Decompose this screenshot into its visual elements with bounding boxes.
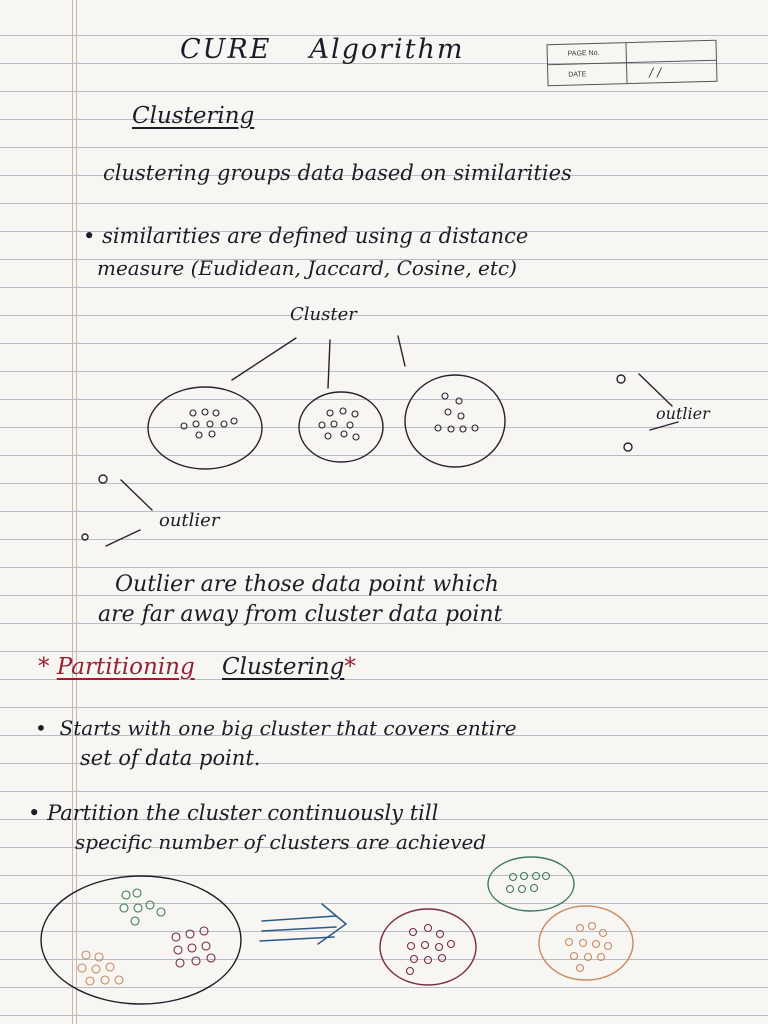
data-point	[571, 953, 578, 960]
outlier-point	[99, 475, 107, 483]
data-point	[442, 393, 448, 399]
data-point	[200, 927, 208, 935]
bullet-2-line-1-text: Partition the cluster continuously till	[47, 801, 439, 825]
data-point	[410, 929, 417, 936]
data-point	[172, 933, 180, 941]
data-point	[95, 953, 103, 961]
star-left: *	[38, 654, 50, 680]
data-point	[341, 431, 347, 437]
data-point	[435, 425, 441, 431]
data-point	[78, 964, 86, 972]
data-point	[176, 959, 184, 967]
pointer-line	[232, 338, 296, 380]
data-point	[605, 943, 612, 950]
data-point	[448, 941, 455, 948]
outlier-label-right: outlier	[656, 404, 710, 423]
data-point	[120, 904, 128, 912]
data-point	[319, 422, 325, 428]
cluster-diagram	[82, 336, 678, 546]
bullet-1-line-1: • Starts with one big cluster that covers entire	[35, 716, 517, 740]
pointer-line	[328, 340, 330, 388]
data-point	[566, 939, 573, 946]
data-point	[174, 946, 182, 954]
data-point	[202, 942, 210, 950]
clustering-heading: Clustering	[132, 103, 255, 129]
data-point	[598, 954, 605, 961]
data-point	[181, 423, 187, 429]
pointer-line	[121, 480, 152, 510]
clustering-word: Clustering	[222, 654, 345, 680]
data-point	[347, 422, 353, 428]
data-point	[507, 886, 514, 893]
data-point	[436, 944, 443, 951]
data-point	[510, 874, 517, 881]
data-point	[213, 410, 219, 416]
data-point	[188, 944, 196, 952]
data-point	[86, 977, 94, 985]
data-point	[186, 930, 194, 938]
partitioning-word: Partitioning	[56, 654, 195, 680]
cluster-circle	[405, 375, 505, 467]
data-point	[353, 434, 359, 440]
bullet-2-line-2: specific number of clusters are achieved	[75, 830, 487, 854]
data-point	[157, 908, 165, 916]
data-point	[122, 891, 130, 899]
data-point	[519, 886, 526, 893]
data-point	[472, 425, 478, 431]
data-point	[331, 421, 337, 427]
title-word-1: CURE	[180, 34, 272, 65]
data-point	[92, 965, 100, 973]
bullet-2-line-1: • Partition the cluster continuously till	[28, 801, 439, 825]
data-point	[146, 901, 154, 909]
data-point	[445, 409, 451, 415]
data-point	[196, 432, 202, 438]
data-point	[521, 873, 528, 880]
similarity-line-1: • similarities are defined using a distance	[83, 224, 529, 248]
data-point	[193, 421, 199, 427]
similarity-line-1-text: similarities are defined using a distance	[102, 224, 529, 248]
data-point	[585, 954, 592, 961]
data-point	[221, 421, 227, 427]
data-point	[437, 931, 444, 938]
data-point	[115, 976, 123, 984]
pointer-line	[398, 336, 405, 366]
outlier-point	[82, 534, 88, 540]
outlier-point	[617, 375, 625, 383]
data-point	[411, 956, 418, 963]
data-point	[134, 904, 142, 912]
date-value: / /	[649, 65, 662, 80]
data-point	[192, 957, 200, 965]
similarity-line-2: measure (Eudidean, Jaccard, Cosine, etc)	[97, 256, 517, 280]
data-point	[425, 925, 432, 932]
data-point	[460, 426, 466, 432]
data-point	[133, 889, 141, 897]
outlier-point	[624, 443, 632, 451]
result-cluster-green	[488, 857, 574, 911]
data-point	[106, 963, 114, 971]
clustering-definition: clustering groups data based on similarities	[103, 161, 572, 185]
data-point	[131, 917, 139, 925]
data-point	[425, 957, 432, 964]
data-point	[340, 408, 346, 414]
data-point	[101, 976, 109, 984]
data-point	[202, 409, 208, 415]
data-point	[448, 426, 454, 432]
arrow-icon	[260, 904, 346, 944]
data-point	[207, 954, 215, 962]
data-point	[231, 418, 237, 424]
data-point	[531, 885, 538, 892]
data-point	[589, 923, 596, 930]
pointer-line	[639, 374, 672, 406]
data-point	[600, 930, 607, 937]
data-point	[439, 955, 446, 962]
big-cluster-circle	[41, 876, 241, 1004]
pointer-line	[106, 530, 140, 546]
cluster-circle	[148, 387, 262, 469]
pointer-line	[650, 422, 678, 430]
data-point	[408, 943, 415, 950]
data-point	[458, 413, 464, 419]
data-point	[325, 433, 331, 439]
data-point	[190, 410, 196, 416]
cluster-circle	[299, 392, 383, 462]
data-point	[543, 873, 550, 880]
outlier-definition-1: Outlier are those data point which	[115, 572, 499, 597]
data-point	[577, 925, 584, 932]
star-right: *	[344, 654, 356, 680]
data-point	[407, 968, 414, 975]
data-point	[456, 398, 462, 404]
title-word-2: Algorithm	[309, 34, 465, 65]
data-point	[82, 951, 90, 959]
bullet-1-line-2: set of data point.	[80, 746, 261, 770]
data-point	[327, 410, 333, 416]
data-point	[352, 411, 358, 417]
data-point	[422, 942, 429, 949]
bullet-1-line-1-text: Starts with one big cluster that covers entire	[59, 716, 517, 740]
partitioning-diagram	[41, 857, 633, 1004]
page-no-label: PAGE No.	[548, 43, 627, 64]
data-point	[533, 873, 540, 880]
data-point	[580, 940, 587, 947]
data-point	[209, 431, 215, 437]
outlier-label-left: outlier	[159, 510, 220, 531]
date-label: DATE	[548, 63, 627, 85]
data-point	[593, 941, 600, 948]
outlier-definition-2: are far away from cluster data point	[98, 602, 503, 627]
data-point	[577, 965, 584, 972]
cluster-label: Cluster	[290, 304, 357, 325]
data-point	[207, 421, 213, 427]
